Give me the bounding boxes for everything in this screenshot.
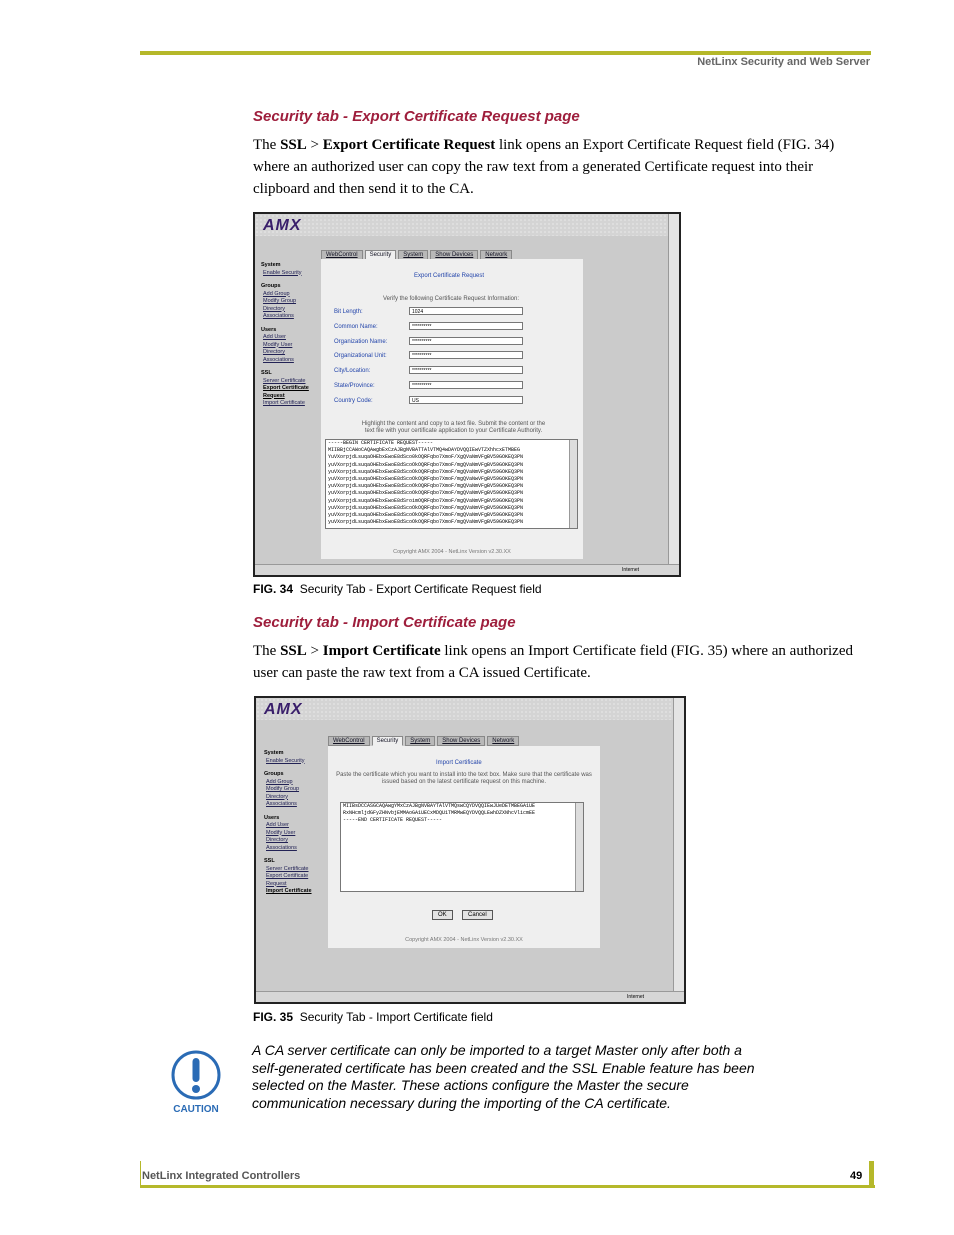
para-bold-link: Import Certificate: [322, 643, 441, 659]
zone-label: Internet: [622, 567, 639, 573]
sidebar-item-enable-security[interactable]: Enable Security: [263, 269, 302, 276]
field-input[interactable]: **********: [409, 366, 523, 374]
tab-security[interactable]: Security: [365, 250, 397, 260]
certificate-request-textarea[interactable]: [325, 439, 578, 529]
instructions-text: Paste the certificate which you want to install into the text box. Make sure that the certificate was issued based on the latest certificate request on this machine.: [336, 772, 592, 785]
caution-text: A CA server certificate can only be imported to a target Master only after both a self-generated certificate has been created and the SSL Enable feature has been selected on the Master. These actions configure the Master the secure communication necessary during the importing of the CA certificate.: [252, 1042, 755, 1111]
form-row: [321, 322, 583, 332]
certificate-line: yuVXorpjdLsuqaOHEbxEwoE8dScoOkOQRFqbo7XmoF/mgQVaNmVFgBV59GOKEQ3PN: [328, 512, 524, 519]
running-title: NetLinx Security and Web Server: [697, 56, 870, 68]
field-input[interactable]: 1024: [409, 307, 523, 315]
section-heading-import: Security tab - Import Certificate page: [253, 614, 516, 631]
copyright-text: Copyright AMX 2004 - NetLinx Version v2.30.XX: [405, 937, 523, 943]
field-label: Common Name:: [334, 323, 378, 330]
textarea-scrollbar[interactable]: [575, 803, 583, 891]
sidebar-item-add-user[interactable]: Add User: [263, 334, 286, 340]
form-row: [321, 307, 583, 317]
sidebar: [264, 750, 328, 896]
certificate-line: yuVXorpjdLsuqaOHEbxEwoE8dScoOkOQRFqbo7XmoF/mgQVaNmVFgBV59GOKEQ3PN: [328, 483, 524, 490]
sidebar-group-system: System: [264, 750, 284, 756]
figure-34-caption: [253, 582, 542, 596]
sidebar-group-groups: Groups: [264, 771, 284, 777]
certificate-line: -----BEGIN CERTIFICATE REQUEST-----: [328, 440, 434, 446]
form-row: [321, 366, 583, 376]
field-label: Organization Name:: [334, 338, 388, 345]
field-label: Organizational Unit:: [334, 353, 387, 360]
sidebar-group-ssl: SSL: [261, 370, 272, 376]
tab-system[interactable]: System: [405, 736, 435, 746]
copyright-text: Copyright AMX 2004 - NetLinx Version v2.30.XX: [393, 549, 511, 555]
certificate-line: yuVXorpjdLsuqaOHEbxEwoE8dScoOkOQRFqbo7XmoF/mgQVaNmVFgBV59GOKEQ3PN: [328, 461, 524, 468]
figure-34-screenshot: [253, 212, 681, 577]
sidebar-item-add-group[interactable]: Add Group: [263, 290, 290, 297]
sidebar-group-ssl: SSL: [264, 858, 275, 864]
banner: [256, 698, 674, 720]
certificate-line: RxNHcmljdGFyZHNvbjEMMAoGA1UECxMDQU1TMRMwEQYDVQQLEwhDZXNhcVlicmEE: [343, 810, 536, 817]
sidebar-item-associations[interactable]: Associations: [266, 801, 297, 807]
window-scrollbar[interactable]: [668, 214, 679, 565]
sidebar-item-directory[interactable]: Directory: [263, 305, 286, 312]
panel-title: Import Certificate: [436, 760, 482, 766]
sidebar-item-associations[interactable]: Associations: [263, 313, 294, 319]
status-bar: [256, 991, 684, 1002]
field-label: State/Province:: [334, 383, 375, 389]
footer-left-rule: [140, 1161, 141, 1187]
para-sep: >: [306, 643, 323, 659]
certificate-paste-textarea[interactable]: [340, 802, 584, 892]
form-row: [321, 396, 583, 406]
sidebar-item-server-certificate[interactable]: Server Certificate: [263, 377, 306, 384]
sidebar-item-add-user[interactable]: Add User: [266, 822, 289, 828]
sidebar-item-associations[interactable]: Associations: [263, 356, 294, 363]
para-sep: >: [306, 137, 323, 153]
status-bar: [255, 564, 679, 575]
browser-viewport: [256, 698, 674, 992]
instructions-text: Highlight the content and copy to a text file. Submit the content or the text file with your certificate application to your Certificate Authority.: [361, 421, 546, 434]
field-input[interactable]: **********: [409, 381, 523, 389]
sidebar-item-export-certificate-request[interactable]: Export Certificate Request: [266, 873, 309, 887]
certificate-line: -----END CERTIFICATE REQUEST-----: [343, 817, 443, 824]
sidebar-item-modify-group[interactable]: Modify Group: [266, 786, 300, 792]
field-input[interactable]: **********: [409, 337, 523, 345]
tab-show-devices[interactable]: Show Devices: [430, 250, 478, 260]
amx-logo: AMX: [263, 217, 302, 234]
tab-bar: [328, 736, 519, 746]
sidebar-group-groups: Groups: [261, 283, 281, 289]
ok-button[interactable]: OK: [432, 910, 453, 920]
sidebar-item-directory[interactable]: Directory: [266, 837, 289, 843]
sidebar-item-directory[interactable]: Directory: [266, 793, 289, 800]
footer-doc-title: NetLinx Integrated Controllers: [142, 1170, 301, 1182]
caption-label: FIG. 35: [253, 1010, 294, 1024]
amx-logo: AMX: [264, 701, 303, 718]
para-bold-link: Export Certificate Request: [322, 137, 496, 153]
caption-text: Security Tab - Import Certificate field: [299, 1010, 493, 1024]
form-row: [321, 337, 583, 347]
zone-label: Internet: [627, 994, 644, 1000]
page-number: 49: [850, 1170, 863, 1182]
textarea-scrollbar[interactable]: [569, 440, 577, 528]
content-panel: [328, 746, 600, 948]
sidebar-item-modify-user[interactable]: Modify User: [263, 341, 293, 348]
caption-label: FIG. 34: [253, 582, 294, 596]
field-input[interactable]: **********: [409, 322, 523, 330]
sidebar: [261, 262, 323, 408]
verify-text: Verify the following Certificate Request Information:: [382, 296, 520, 302]
para-text: The: [253, 137, 281, 153]
tab-webcontrol[interactable]: WebControl: [321, 250, 363, 260]
figure-35-screenshot: [254, 696, 686, 1004]
form-row: [321, 381, 583, 391]
panel-title: Export Certificate Request: [414, 273, 485, 279]
caution-label: CAUTION: [173, 1104, 219, 1115]
certificate-line: yuVXorpjdLsuqaOHEbxEwoE8dSroimOQRFqbo7XmoF/mgQVaNmVFgBV59GOKEQ3PN: [328, 497, 524, 504]
certificate-line: yuVXorpjdLsuqaOHEbxEwoE8dScoOkOQRFqbo7XmoF/mgQVaNmVFgBV59GOKEQ3PN: [328, 490, 524, 497]
sidebar-group-users: Users: [264, 814, 280, 821]
section-paragraph-import: [253, 640, 873, 684]
tab-network[interactable]: Network: [487, 736, 519, 746]
caption-text: Security Tab - Export Certificate Request field: [299, 582, 542, 596]
window-scrollbar[interactable]: [673, 698, 684, 992]
para-bold-ssl: SSL: [280, 137, 307, 153]
banner: [255, 214, 669, 236]
para-text: link opens an Import Certificate field (FIG. 35) where an authorized user can paste the raw text from a CA issued Certificate.: [253, 643, 853, 681]
sidebar-item-enable-security[interactable]: Enable Security: [266, 757, 305, 764]
tab-system[interactable]: System: [398, 250, 428, 260]
field-label: Bit Length:: [334, 309, 363, 315]
sidebar-item-directory[interactable]: Directory: [263, 349, 286, 355]
certificate-line: yuVXorpjdLsuqaOHEbxEwoE8dScoOkOQRFqbo7XmoF/mgQVaNmVFgBV59GOKEQ3PN: [328, 519, 524, 526]
sidebar-group-system: System: [261, 262, 281, 268]
content-panel: [321, 259, 583, 559]
certificate-line: yuVXorpjdLsuqaOHEbxEwoE8dScoOkOQRFqbo7XmoF/mgQVaNwVFgBV59GOKEQ3PN: [328, 476, 524, 483]
field-label: City/Location:: [334, 368, 371, 375]
tab-network[interactable]: Network: [480, 250, 512, 260]
browser-viewport: [255, 214, 669, 565]
field-input[interactable]: **********: [409, 351, 523, 359]
caution-icon: [171, 1050, 221, 1115]
sidebar-item-associations[interactable]: Associations: [266, 844, 297, 851]
section-paragraph-export: [253, 134, 863, 200]
sidebar-item-modify-group[interactable]: Modify Group: [263, 298, 297, 304]
tab-webcontrol[interactable]: WebControl: [328, 736, 370, 746]
sidebar-item-add-group[interactable]: Add Group: [266, 778, 293, 785]
sidebar-item-import-certificate[interactable]: Import Certificate: [263, 400, 305, 406]
header-rule: [140, 51, 871, 55]
cancel-button[interactable]: Cancel: [462, 910, 493, 920]
certificate-line: yuVXorpjdLsuqaOHEbxEwoE8dScoOkOQRFqbo7XmoF/mgQVaNmVFgBV59GOKEQ3PN: [328, 468, 524, 475]
figure-35-caption: [253, 1010, 493, 1024]
para-text: link opens an Export Certificate Request field (FIG. 34) where an authorized user can copy the raw text from a generated Certificate request into their clipboard and then send it to the CA.: [253, 137, 835, 197]
tab-show-devices[interactable]: Show Devices: [437, 736, 485, 746]
form-row: [321, 351, 583, 361]
certificate-line: yuVXorpjdLsuqaOHEbxEwoE8dScoOkOQRFqbo7XmoF/mgQVaNmVFgBV59GOKEQ3PN: [328, 504, 524, 511]
para-text: The: [253, 643, 281, 659]
sidebar-item-modify-user[interactable]: Modify User: [266, 829, 296, 836]
tab-security[interactable]: Security: [372, 736, 404, 746]
certificate-line: MIIBsDCCASGCAQAwgYMxCzAJBgNVBAYTAlVTMQswCQYDVQQIEwJUeDETMBEGA1UE: [343, 803, 536, 809]
sidebar-item-export-certificate-request[interactable]: Export Certificate Request: [263, 385, 309, 399]
para-bold-ssl: SSL: [280, 643, 307, 659]
certificate-line: YuVXorpjdLsuqaOHEbxEwoE8dSco0kOQRFqbo7XmoF/XgQVaNmVFgBV59GOKEQ3PN: [328, 454, 524, 461]
sidebar-item-import-certificate[interactable]: Import Certificate: [266, 888, 312, 894]
footer-rule: [140, 1185, 875, 1188]
footer-right-rule: [869, 1161, 874, 1188]
field-input[interactable]: US: [409, 396, 523, 404]
section-heading-export: Security tab - Export Certificate Request page: [253, 108, 580, 125]
certificate-line: MIIBBjCCAWoCAQAwgbExCzAJBgNVBATTAlVTMQ4wDAYDVQQIEwVTZXhhcxETMBEG: [328, 447, 521, 454]
sidebar-item-server-certificate[interactable]: Server Certificate: [266, 865, 309, 872]
sidebar-group-users: Users: [261, 326, 277, 333]
field-label: Country Code:: [334, 397, 373, 404]
